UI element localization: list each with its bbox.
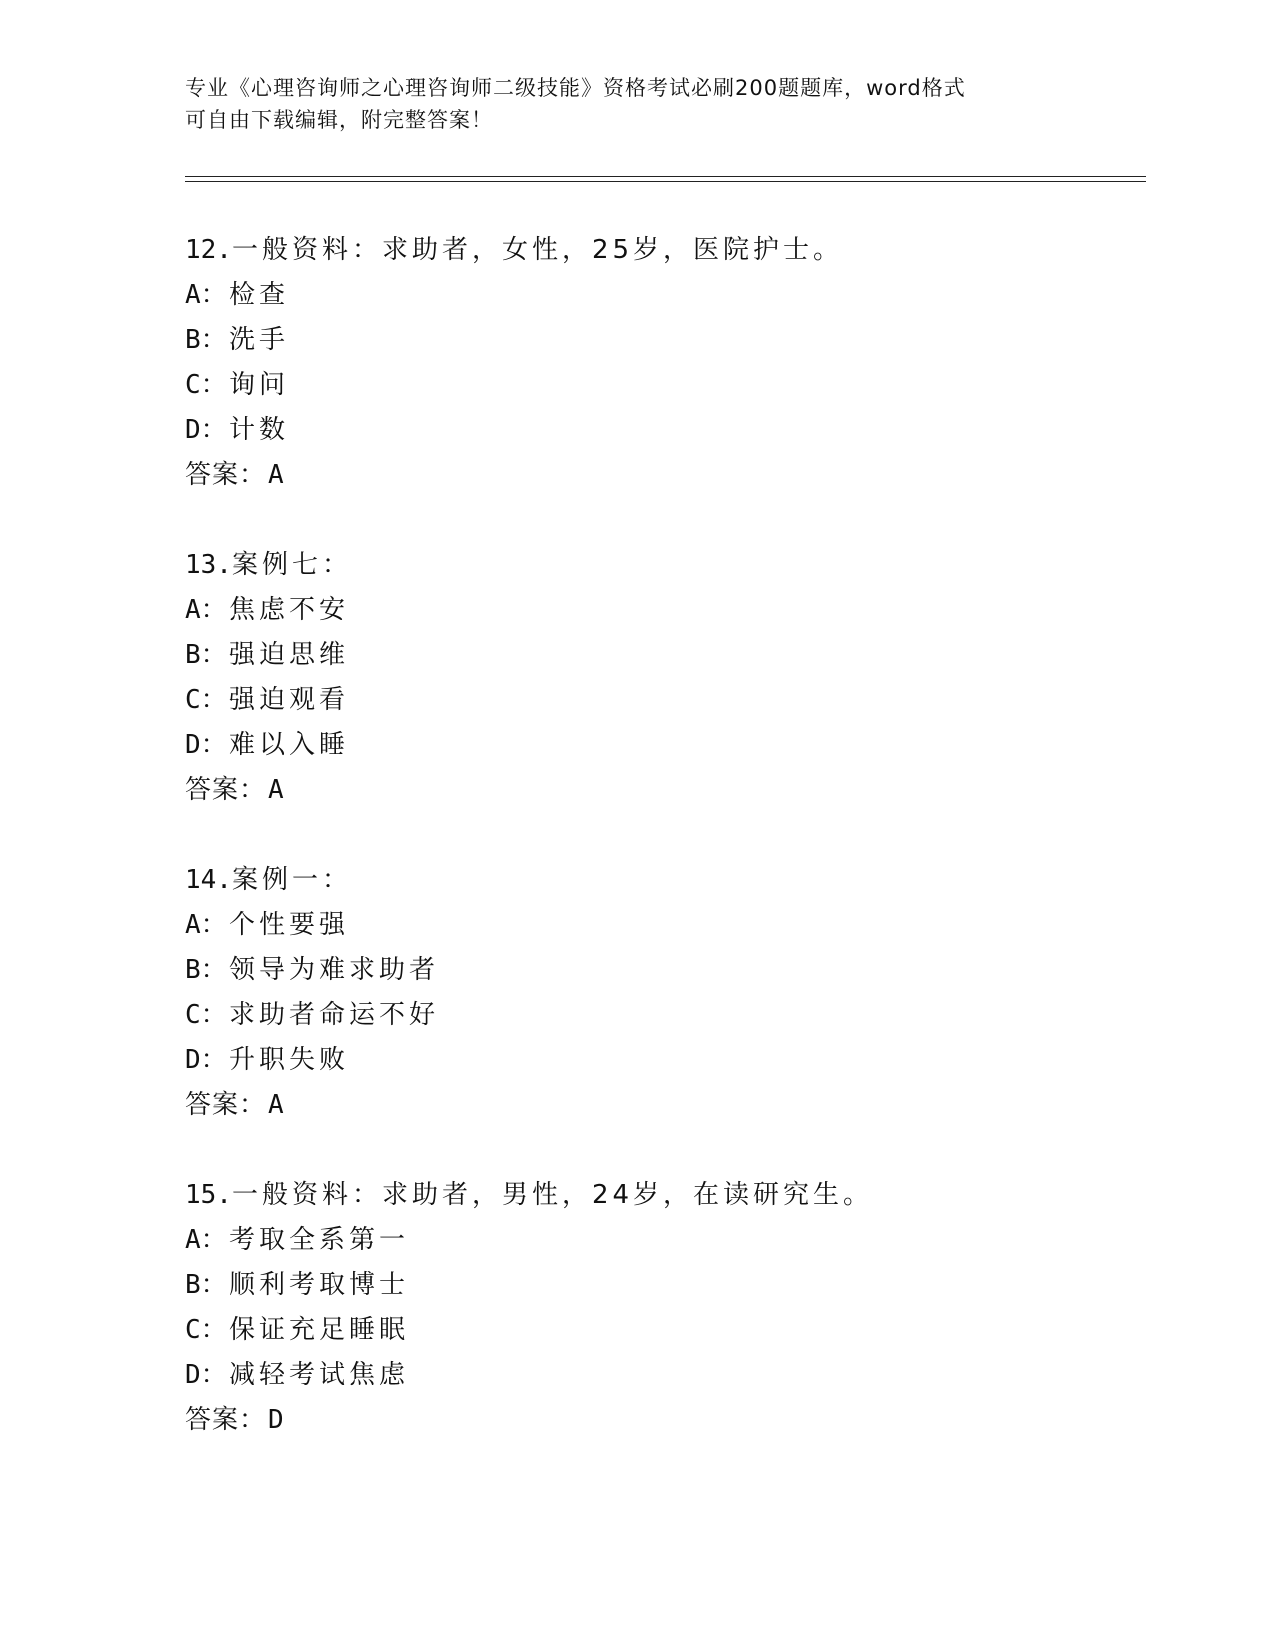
question-14	[185, 858, 1085, 1128]
option-text: 求助者命运不好	[229, 1000, 440, 1030]
option-label: B：	[185, 955, 227, 985]
option-label: A：	[185, 595, 227, 625]
option-a	[185, 903, 1085, 948]
question-text: 一般资料：求助者，女性，25岁，医院护士。	[231, 235, 844, 265]
answer-line	[185, 1083, 1085, 1128]
option-text: 洗手	[229, 325, 290, 355]
header-line-1: 专业《心理咨询师之心理咨询师二级技能》资格考试必刷200题题库，word格式	[185, 76, 966, 100]
option-d	[185, 1353, 1085, 1398]
option-a	[185, 1218, 1085, 1263]
question-13	[185, 543, 1085, 813]
option-text: 减轻考试焦虑	[229, 1360, 410, 1390]
option-d	[185, 723, 1085, 768]
answer-label: 答案：	[185, 775, 267, 805]
option-c	[185, 363, 1085, 408]
question-number: 13.	[185, 550, 232, 580]
option-a	[185, 588, 1085, 633]
question-stem	[185, 1173, 1085, 1218]
answer-label: 答案：	[185, 460, 267, 490]
option-text: 难以入睡	[229, 730, 350, 760]
option-text: 保证充足睡眠	[229, 1315, 410, 1345]
option-text: 个性要强	[229, 910, 350, 940]
question-number: 15.	[185, 1180, 232, 1210]
option-text: 顺利考取博士	[229, 1270, 410, 1300]
answer-line	[185, 453, 1085, 498]
option-label: C：	[185, 685, 227, 715]
option-label: B：	[185, 640, 227, 670]
answer-label: 答案：	[185, 1090, 267, 1120]
question-text: 一般资料：求助者，男性，24岁，在读研究生。	[231, 1180, 874, 1210]
option-text: 询问	[229, 370, 290, 400]
option-d	[185, 408, 1085, 453]
question-12	[185, 228, 1085, 498]
option-label: B：	[185, 325, 227, 355]
option-text: 领导为难求助者	[229, 955, 440, 985]
answer-value: A	[268, 1090, 285, 1120]
option-text: 检查	[229, 280, 290, 310]
option-b	[185, 318, 1085, 363]
answer-value: A	[268, 775, 285, 805]
option-text: 焦虑不安	[229, 595, 350, 625]
option-label: C：	[185, 1000, 227, 1030]
answer-label: 答案：	[185, 1405, 267, 1435]
answer-value: A	[268, 460, 285, 490]
option-b	[185, 633, 1085, 678]
option-label: A：	[185, 280, 227, 310]
question-stem	[185, 543, 1085, 588]
option-text: 考取全系第一	[229, 1225, 410, 1255]
option-label: A：	[185, 910, 227, 940]
option-a	[185, 273, 1085, 318]
question-stem	[185, 858, 1085, 903]
option-b	[185, 948, 1085, 993]
option-label: C：	[185, 1315, 227, 1345]
option-c	[185, 1308, 1085, 1353]
option-label: D：	[185, 415, 227, 445]
question-stem	[185, 228, 1085, 273]
header-divider-bottom	[185, 181, 1146, 182]
question-text: 案例一：	[231, 865, 352, 895]
answer-value: D	[268, 1405, 285, 1435]
option-label: C：	[185, 370, 227, 400]
question-text: 案例七：	[231, 550, 352, 580]
option-label: D：	[185, 730, 227, 760]
option-text: 计数	[229, 415, 290, 445]
answer-line	[185, 1398, 1085, 1443]
question-number: 14.	[185, 865, 232, 895]
option-label: D：	[185, 1360, 227, 1390]
document-header	[185, 72, 1085, 136]
option-text: 升职失败	[229, 1045, 350, 1075]
option-d	[185, 1038, 1085, 1083]
option-label: B：	[185, 1270, 227, 1300]
header-line-2: 可自由下载编辑，附完整答案！	[185, 108, 493, 132]
question-15	[185, 1173, 1085, 1443]
option-b	[185, 1263, 1085, 1308]
option-c	[185, 993, 1085, 1038]
option-text: 强迫观看	[229, 685, 350, 715]
option-c	[185, 678, 1085, 723]
option-label: A：	[185, 1225, 227, 1255]
option-label: D：	[185, 1045, 227, 1075]
option-text: 强迫思维	[229, 640, 350, 670]
header-divider-top	[185, 176, 1146, 177]
answer-line	[185, 768, 1085, 813]
question-number: 12.	[185, 235, 232, 265]
